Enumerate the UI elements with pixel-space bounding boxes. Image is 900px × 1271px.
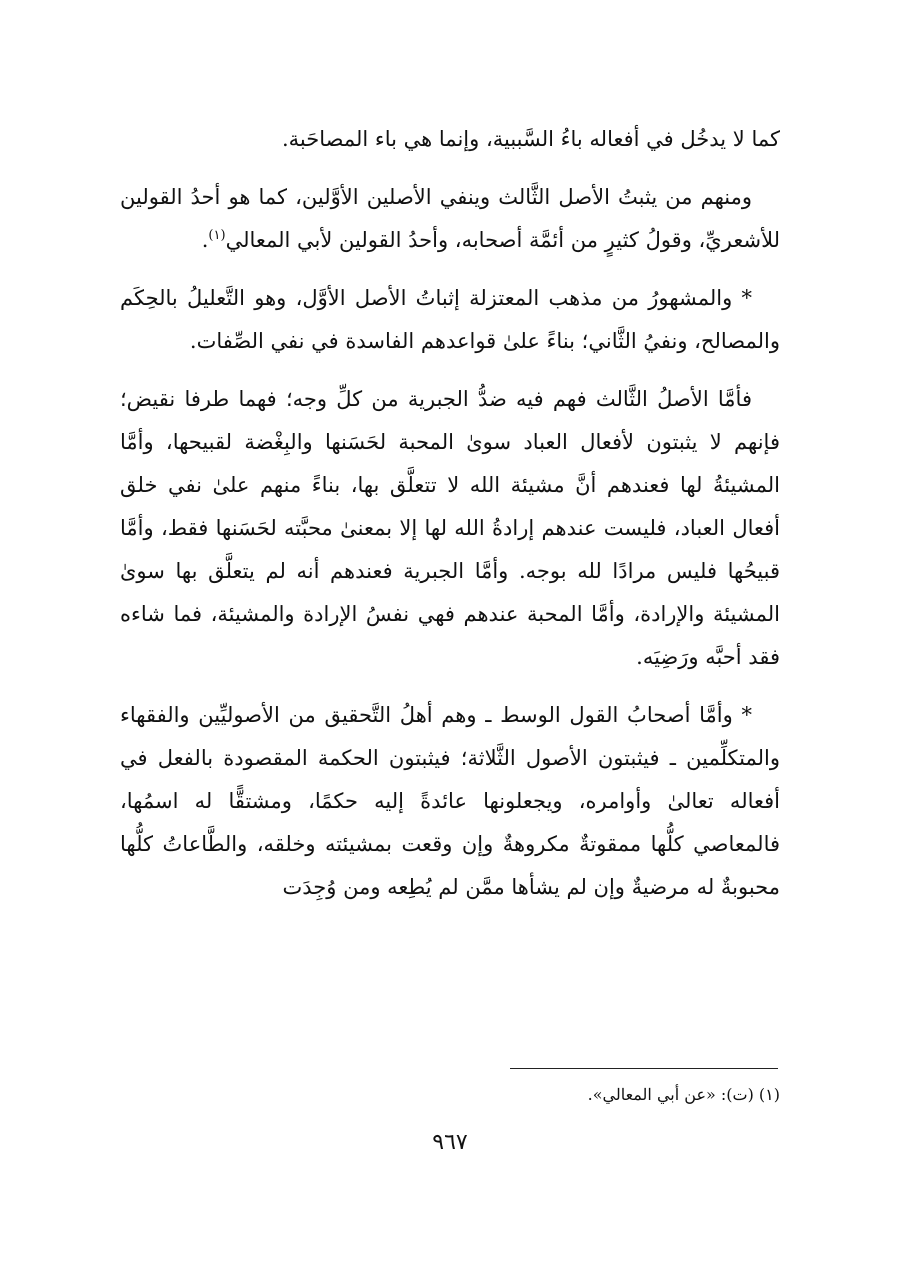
paragraph-5 — [120, 694, 780, 909]
paragraph-3-text: * والمشهورُ من مذهب المعتزلة إثباتُ الأصل الأوَّل، وهو التَّعليلُ بالحِكَم والمصالح، ونفيُ الثَّاني؛ بناءً علىٰ قواعدهم الفاسدة في نفي الصِّفات. — [120, 286, 780, 353]
footnote-reference[interactable]: (١) — [208, 228, 226, 243]
paragraph-3 — [120, 277, 780, 363]
paragraph-4 — [120, 378, 780, 679]
footnote — [120, 1080, 780, 1110]
footnote-divider — [510, 1068, 778, 1069]
paragraph-2-text: ومنهم من يثبتُ الأصل الثَّالث وينفي الأصلين الأوَّلين، كما هو أحدُ القولين للأشعريِّ، وقولُ كثيرٍ من أئمَّة أصحابه، وأحدُ القولين لأبي المعالي — [120, 185, 780, 252]
paragraph-4-text: فأمَّا الأصلُ الثَّالث فهم فيه ضدُّ الجبرية من كلِّ وجه؛ فهما طرفا نقيض؛ فإنهم لا يثبتون لأفعال العباد سوىٰ المحبة لحَسَنها والبِغْضة لقبيحها، وأمَّا المشيئةُ لها فعندهم أنَّ مشيئة الله لا تتعلَّق بها، بناءً منهم علىٰ نفي خلق أفعال العباد، فليست عندهم إرادةُ الله لها إلا بمعنىٰ محبَّته لحَسَنها فقط، وأمَّا قبيحُها فليس مرادًا لله بوجه. وأمَّا الجبرية فعندهم أنه لم يتعلَّق بها سوىٰ المشيئة والإرادة، وأمَّا المحبة عندهم فهي نفسُ الإرادة والمشيئة، فما شاءه فقد أحبَّه ورَضِيَه. — [120, 387, 780, 669]
paragraph-1 — [120, 118, 780, 161]
paragraph-1-text: كما لا يدخُل في أفعاله باءُ السَّببية، وإنما هي باء المصاحَبة. — [281, 127, 780, 151]
page-body — [120, 118, 780, 924]
footnote-number: (١) — [758, 1085, 780, 1104]
paragraph-2-tail: . — [201, 228, 209, 252]
paragraph-2 — [120, 176, 780, 262]
footnote-text: (ت): «عن أبي المعالي». — [587, 1085, 754, 1104]
page-number: ٩٦٧ — [432, 1130, 468, 1155]
paragraph-5-text: * وأمَّا أصحابُ القول الوسط ـ وهم أهلُ التَّحقيق من الأصوليِّين والفقهاء والمتكلِّمين ـ فيثبتون الأصول الثَّلاثة؛ فيثبتون الحكمة المقصودة بالفعل في أفعاله تعالىٰ وأوامره، ويجعلونها عائدةً إليه حكمًا، ومشتقًّا له اسمُها، فالمعاصي كلُّها ممقوتةٌ مكروهةٌ وإن وقعت بمشيئته وخلقه، والطَّاعاتُ كلُّها محبوبةٌ له مرضيةٌ وإن لم يشأها ممَّن لم يُطِعه ومن وُجِدَت — [120, 703, 780, 899]
